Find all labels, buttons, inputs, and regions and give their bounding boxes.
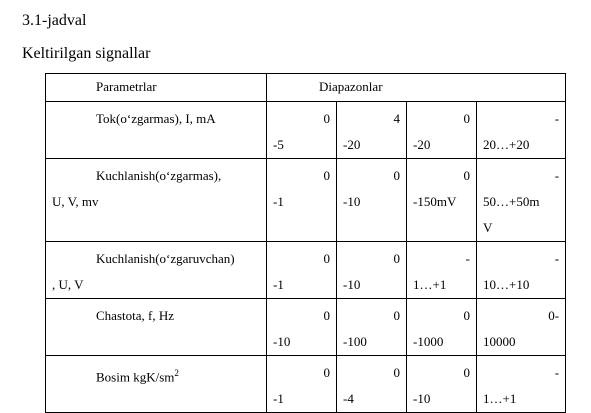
- range-cell: [477, 242, 566, 299]
- range-top: 0: [323, 365, 330, 380]
- range-top: 0: [393, 308, 400, 323]
- param-cell: [46, 356, 267, 413]
- param-cell: [46, 102, 267, 159]
- range-cell: [267, 159, 337, 242]
- range-top: 0: [463, 308, 470, 323]
- range-bottom: -10: [343, 194, 361, 209]
- range-bottom: -20: [343, 137, 361, 152]
- header-ranges: Diapazonlar: [267, 74, 566, 102]
- range-bottom: -1: [273, 391, 284, 406]
- range-cell: [407, 242, 477, 299]
- range-top: 0: [393, 168, 400, 183]
- range-top: 0: [463, 168, 470, 183]
- table-row: [46, 356, 566, 413]
- range-top: -: [554, 168, 560, 183]
- range-cell: [267, 242, 337, 299]
- range-cell: [337, 299, 407, 356]
- param-cell: [46, 242, 267, 299]
- range-top: 0: [393, 251, 400, 266]
- param-label: Chastota, f, Hz: [96, 308, 174, 323]
- range-cell: [267, 299, 337, 356]
- range-cell: [407, 102, 477, 159]
- range-cell: [477, 159, 566, 242]
- range-bottom: -150mV: [413, 194, 457, 209]
- range-top: 0: [323, 251, 330, 266]
- range-bottom: 20…+20: [483, 137, 530, 152]
- range-bottom: -10: [273, 334, 291, 349]
- range-cell: [477, 299, 566, 356]
- param-cell: [46, 159, 267, 242]
- param-label-continued: , U, V: [52, 277, 84, 292]
- range-bottom: -5: [273, 137, 284, 152]
- header-parameters: Parametrlar: [46, 74, 267, 102]
- range-bottom: -4: [343, 391, 354, 406]
- range-top: -: [554, 365, 560, 380]
- range-cell: [337, 159, 407, 242]
- table-number: 3.1-jadval: [22, 12, 87, 29]
- table-row: [46, 242, 566, 299]
- range-top: -: [554, 251, 560, 266]
- header-row: [46, 74, 566, 102]
- range-top: 0: [463, 111, 470, 126]
- range-bottom: -1: [273, 277, 284, 292]
- range-bottom: -100: [343, 334, 367, 349]
- range-cell: [267, 356, 337, 413]
- range-top: 0: [393, 365, 400, 380]
- range-cell: [477, 102, 566, 159]
- table-row: [46, 159, 566, 242]
- range-top: -: [465, 251, 470, 266]
- range-bottom-continued: V: [483, 220, 493, 235]
- range-top: 0: [323, 308, 330, 323]
- signals-table: [45, 73, 566, 413]
- range-bottom: -1: [273, 194, 284, 209]
- range-cell: [407, 299, 477, 356]
- table-title: Keltirilgan signallar: [22, 45, 151, 62]
- range-bottom: -1000: [413, 334, 444, 349]
- range-bottom: 50…+50m: [483, 194, 540, 209]
- range-top: 0-: [548, 308, 560, 323]
- param-label: Kuchlanish(o‘zgaruvchan): [96, 251, 235, 266]
- table-row: [46, 299, 566, 356]
- param-label-continued: U, V, mv: [52, 194, 99, 209]
- range-top: 4: [393, 111, 400, 126]
- param-label: Bosim kgK/$sm^2$: [96, 368, 179, 385]
- range-top: 0: [323, 168, 330, 183]
- param-label: Kuchlanish(o‘zgarmas),: [96, 168, 222, 183]
- range-top: 0: [323, 111, 330, 126]
- range-top: -: [554, 111, 560, 126]
- range-bottom: -10: [343, 277, 361, 292]
- range-bottom: 10…+10: [483, 277, 530, 292]
- range-cell: [477, 356, 566, 413]
- param-label: Tok(o‘zgarmas), I, mA: [96, 111, 216, 126]
- range-cell: [337, 356, 407, 413]
- range-cell: [337, 102, 407, 159]
- range-bottom: -20: [413, 137, 431, 152]
- superscript: 2: [174, 368, 179, 378]
- range-bottom: 1…+1: [483, 391, 517, 406]
- range-bottom: -10: [413, 391, 431, 406]
- range-cell: [407, 356, 477, 413]
- range-cell: [337, 242, 407, 299]
- range-cell: [407, 159, 477, 242]
- range-bottom: 10000: [483, 334, 516, 349]
- range-top: 0: [463, 365, 470, 380]
- table-row: [46, 102, 566, 159]
- range-bottom: 1…+1: [413, 277, 447, 292]
- param-cell: [46, 299, 267, 356]
- range-cell: [267, 102, 337, 159]
